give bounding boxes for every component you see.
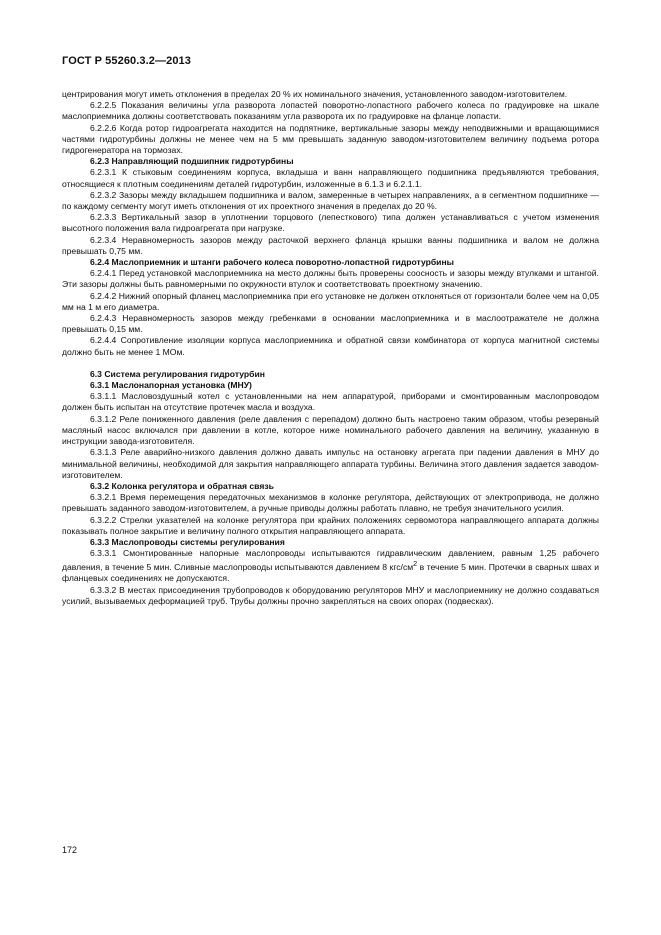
section-heading-6-3-3: 6.3.3 Маслопроводы системы регулирования [90, 536, 285, 547]
paragraph-6-3-3-1-tail: в течение 5 мин. Протечки в сварных швах и фланцевых соединениях не допускаются. [62, 562, 599, 584]
section-heading-6-3-2: 6.3.2 Колонка регулятора и обратная связь [90, 480, 274, 491]
paragraph-6-3-1-3: 6.3.1.3 Реле аварийно-низкого давления должно давать импульс на остановку агрегата при падении давления в МНУ до минимальной величины, необходимой для закрытия направляющего аппарата турбины. Величина этого давления задается заводом-изготовителем. [62, 447, 599, 480]
paragraph-6-2-2-5: 6.2.2.5 Показания величины угла разворота лопастей поворотно-лопастного рабочего колеса по градуировке на шкале маслоприемника должны соответствовать показаниям угла разворота их по градуировке на фланце лопасти. [62, 100, 599, 122]
page-number: 172 [62, 845, 78, 855]
section-heading-6-3: 6.3 Система регулирования гидротурбин [90, 368, 265, 379]
paragraph-continuation: центрирования могут иметь отклонения в пределах 20 % их номинального значения, установленного заводом-изготовителем. [62, 89, 568, 99]
paragraph-6-2-4-4: 6.2.4.4 Сопротивление изоляции корпуса маслоприемника и обратной связи комбинатора от корпуса магнитной системы должно быть не менее 1 МОм. [62, 335, 599, 357]
paragraph-6-3-3-2: 6.3.3.2 В местах присоединения трубопроводов к оборудованию регуляторов МНУ и маслоприемнику не должно создаваться усилий, вызываемых деформацией труб. Трубы должны прочно закрепляться на своих опорах (подвесках). [62, 584, 599, 606]
section-heading-6-2-3: 6.2.3 Направляющий подшипник гидротурбины [90, 156, 294, 167]
paragraph-6-2-4-1: 6.2.4.1 Перед установкой маслоприемника на место должны быть проверены соосность и зазоры между втулками и штангой. Эти зазоры должны быть равномерными по окружности втулок и соответствовать проектному значению. [62, 268, 599, 290]
paragraph-6-3-1-1: 6.3.1.1 Масловоздушный котел с установленными на нем аппаратурой, приборами и смонтированным маслопроводом должен быть испытан на отсутствие протечек масла и воздуха. [62, 391, 599, 413]
paragraph-6-3-3-1 [62, 548, 599, 584]
paragraph-6-2-2-6: 6.2.2.6 Когда ротор гидроагрегата находится на подпятнике, вертикальные зазоры между неподвижными и вращающимися частями гидротурбины должны не менее чем на 5 мм превышать заданную заводом-изготовителем величину подъема ротора гидрогенератора на тормозах. [62, 122, 599, 156]
document-body [62, 89, 599, 607]
document-header: ГОСТ Р 55260.3.2—2013 [62, 55, 191, 67]
paragraph-6-2-3-3: 6.2.3.3 Вертикальный зазор в уплотнении торцового (лепесткового) типа должен устанавливаться с учетом изменения высотного положения вала гидроагрегата при нагрузке. [62, 212, 599, 234]
paragraph-6-2-3-1: 6.2.3.1 К стыковым соединениям корпуса, вкладыша и ванн направляющего подшипника предъявляются требования, относящиеся к плотным соединениям деталей гидротурбин, изложенные в 6.1.3 и 6.2.1.1. [62, 167, 599, 189]
superscript-square: 2 [413, 560, 418, 569]
paragraph-6-2-3-4: 6.2.3.4 Неравномерность зазоров между расточкой верхнего фланца крышки ванны подшипника и валом не должна превышать 0,75 мм. [62, 234, 599, 256]
paragraph-6-3-1-2: 6.3.1.2 Реле пониженного давления (реле давления с перепадом) должно быть настроено таким образом, чтобы резервный масляный насос включался при давлении в котле, которое ниже номинального рабочего давления на величину, указанную в инструкции завода-изготовителя. [62, 413, 599, 447]
paragraph-6-2-4-2: 6.2.4.2 Нижний опорный фланец маслоприемника при его установке не должен отклоняться от горизонтали более чем на 0,05 мм на 1 м его диаметра. [62, 290, 599, 312]
section-heading-6-3-1: 6.3.1 Маслонапорная установка (МНУ) [90, 380, 252, 391]
paragraph-6-2-3-2: 6.2.3.2 Зазоры между вкладышем подшипника и валом, замеренные в четырех направлениях, а в сегментном подшипнике — по каждому сегменту могут иметь отклонения от их проектного значения в пределах до 20 %. [62, 189, 599, 212]
paragraph-6-3-2-2: 6.3.2.2 Стрелки указателей на колонке регулятора при крайних положениях сервомотора направляющего аппарата должны показывать полное закрытие и величину полного открытия направляющего аппарата. [62, 514, 599, 536]
paragraph-6-3-3-1-text: 6.3.3.1 Смонтированные напорные маслопроводы испытываются гидравлическим давлением, равным 1,25 рабочего давления, в течение 5 мин. Сливные маслопроводы испытываются давлением 8 кгс/см [62, 548, 599, 573]
section-heading-6-2-4: 6.2.4 Маслоприемник и штанги рабочего колеса поворотно-лопастной гидротурбины [90, 257, 454, 268]
paragraph-6-2-4-3: 6.2.4.3 Неравномерность зазоров между гребенками в основании маслоприемника и в маслоотражателе не должна превышать 0,15 мм. [62, 313, 599, 335]
paragraph-6-3-2-1: 6.3.2.1 Время перемещения передаточных механизмов в колонке регулятора, действующих от электропривода, не должно превышать заданного заводом-изготовителем, а ручные приводы должны работать плавно, не требуя значительного усилия. [62, 492, 599, 514]
